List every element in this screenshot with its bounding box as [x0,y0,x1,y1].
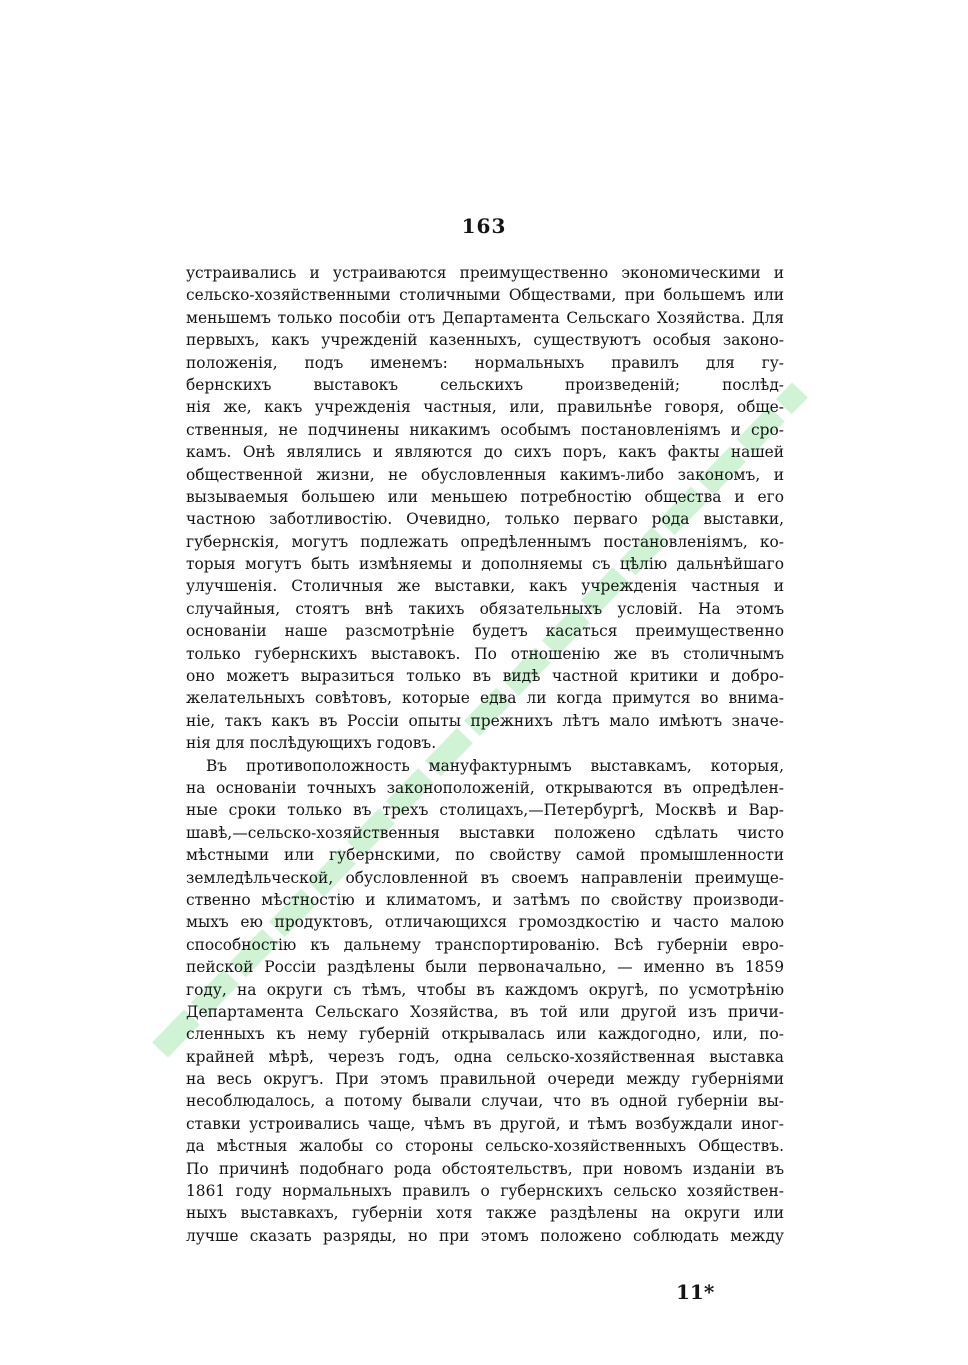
text-line: ные сроки только въ трехъ столицахъ,—Петербургѣ, Москвѣ и Вар- [186,801,784,820]
text-line: ставки устроивались чаще, чѣмъ въ другой, и тѣмъ возбуждали иног- [186,1114,784,1133]
text-line: губернскія, могутъ подлежать опредѣленнымъ постановленіямъ, ко- [186,532,784,551]
text-line: шавѣ,—сельско-хозяйственныя выставки положено сдѣлать чисто [186,823,784,842]
text-line: вызываемыя большею или меньшею потребностію общества и его [186,487,784,506]
signature-mark: 11* [676,1280,715,1304]
text-line: на весь округъ. При этомъ правильной очереди между губерніями [186,1070,784,1089]
text-line: году, на округи съ тѣмъ, чтобы въ каждомъ округѣ, по усмотрѣнію [186,980,784,999]
text-line: лучше сказать разряды, но при этомъ положено соблюдать между [186,1226,784,1245]
text-line: общественной жизни, не обусловленныя какимъ-либо закономъ, и [186,465,784,484]
text-line: нія же, какъ учрежденія частныя, или, правильнѣе говоря, обще- [186,398,784,417]
text-line: бернскихъ выставокъ сельскихъ произведеній; послѣд- [186,375,784,394]
text-line: сельско-хозяйственными столичными Обществами, при большемъ или [186,286,784,305]
body-text [186,262,784,1247]
text-line: ныхъ выставкахъ, губерніи хотя также раздѣлены на округи или [186,1204,784,1223]
page-number: 163 [461,214,507,238]
paragraph-end-line: нія для послѣдующихъ годовъ. [186,734,437,753]
text-line: несоблюдалось, а потому бывали случаи, что въ одной губерніи вы- [186,1092,784,1111]
text-line: ственно мѣстностію и климатомъ, и затѣмъ по свойству производи- [186,890,784,909]
text-line: сленныхъ къ нему губерній открывалась или каждогодно, или, по- [186,1025,784,1044]
text-line: оно можетъ выразиться только въ видѣ частной критики и добро- [186,667,784,686]
text-line: случайныя, стоятъ внѣ такихъ обязательныхъ условій. На этомъ [186,599,784,618]
text-line: торыя могутъ быть измѣняемы и дополняемы съ цѣлію дальнѣйшаго [186,555,784,574]
text-line: способностію къ дальнему транспортированію. Всѣ губерніи евро- [186,935,784,954]
text-line: крайней мѣрѣ, черезъ годъ, одна сельско-хозяйственная выставка [186,1047,784,1066]
text-line: устраивались и устраиваются преимущественно экономическими и [186,264,784,282]
text-line: да мѣстныя жалобы со стороны сельско-хозяйственныхъ Обществъ. [186,1137,784,1156]
text-line: только губернскихъ выставокъ. По отношенію же въ столичнымъ [186,644,784,663]
text-line: камъ. Онѣ являлись и являются до сихъ поръ, какъ факты нашей [186,443,784,462]
text-line: мѣстными или губернскими, по свойству самой промышленности [186,846,784,865]
text-line: По причинѣ подобнаго рода обстоятельствъ, при новомъ изданіи въ [186,1159,784,1178]
text-line: Департамента Сельскаго Хозяйства, въ той или другой изъ причи- [186,1002,784,1021]
text-line: ніе, такъ какъ въ Россіи опыты прежнихъ лѣтъ мало имѣютъ значе- [186,711,784,730]
text-line: меньшемъ только пособіи отъ Департамента Сельскаго Хозяйства. Для [186,308,784,327]
text-line: мыхъ ею продуктовъ, отличающихся громоздкостію и часто малою [186,913,784,932]
text-line: основаніи наше разсмотрѣніе будетъ касаться преимущественно [186,622,784,641]
paragraph-first-line: Въ противоположность мануфактурнымъ выставкамъ, которыя, [206,756,784,775]
text-line: положенія, подъ именемъ: нормальныхъ правилъ для гу- [186,353,784,372]
text-line: первыхъ, какъ учрежденій казенныхъ, существуютъ особыя законо- [186,331,784,350]
text-line: желательныхъ совѣтовъ, которые едва ли когда примутся во внима- [186,689,784,708]
text-line: частною заботливостію. Очевидно, только перваго рода выставки, [186,510,784,529]
text-line: земледѣльческой, обусловленной въ своемъ направленіи преимуще- [186,868,784,887]
text-line: улучшенія. Столичныя же выставки, какъ учрежденія частныя и [186,577,784,596]
text-line: пейской Россіи раздѣлены были первоначально, — именно въ 1859 [186,958,784,977]
text-line: на основаніи точныхъ законоположеній, открываются въ опредѣлен- [186,778,784,797]
text-line: 1861 году нормальныхъ правилъ о губернскихъ сельско хозяйствен- [186,1182,784,1201]
text-line: ственныя, не подчинены никакимъ особымъ постановленіямъ и сро- [186,420,784,439]
